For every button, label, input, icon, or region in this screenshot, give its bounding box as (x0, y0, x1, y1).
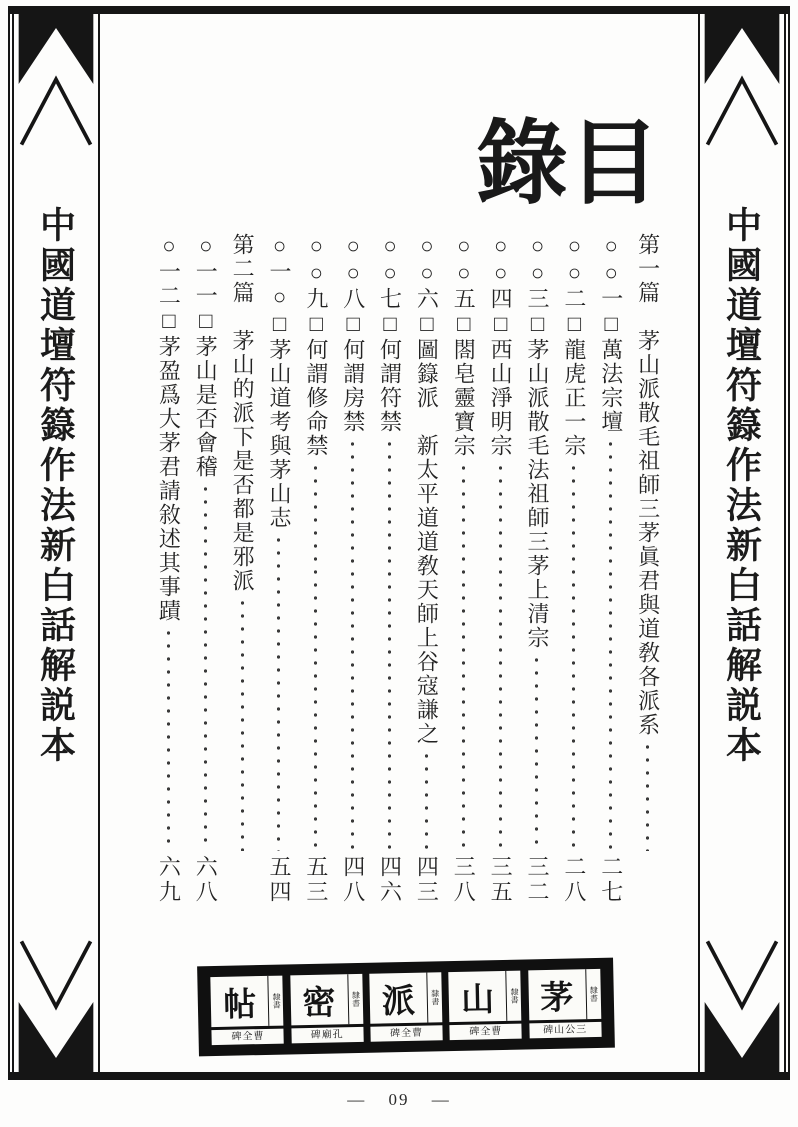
toc-entry-text: ○○八□何謂房禁 (340, 233, 366, 434)
seal-character: 派 (381, 983, 416, 1021)
toc-dots-leader (499, 464, 502, 851)
toc-dots-leader (609, 440, 612, 851)
toc-page-number: 三二 (524, 855, 550, 905)
seal-box-main (211, 976, 284, 1027)
toc-entry-text: 第二篇 茅山的派下是否都是邪派 (230, 233, 256, 593)
chevron-up-ornament-icon (702, 14, 782, 154)
toc-entry-text: ○○二□龍虎正一宗 (561, 233, 587, 458)
toc-entry (371, 233, 408, 905)
toc-dots-leader (462, 464, 465, 851)
toc-entry-text: ○○三□茅山派散毛法祖師三茅上清宗 (524, 233, 550, 650)
toc-page-number: 二八 (561, 855, 587, 905)
seal-bottom-label: 碑廟孔 (291, 1027, 363, 1044)
footer-page-number: — 09 — (347, 1090, 451, 1109)
toc-dots-leader (535, 656, 538, 851)
chevron-up-ornament-icon (16, 14, 96, 154)
chevron-down-ornament-icon (702, 932, 782, 1072)
toc-entry-text: ○○四□西山淨明宗 (488, 233, 514, 458)
toc-entry-text: ○一○□茅山道考與茅山志 (266, 233, 292, 530)
toc-entry (408, 233, 445, 905)
page-title (476, 113, 661, 215)
left-banner-title: 中國道壇符籙作法新白話解説本 (35, 206, 76, 766)
toc-entry (555, 233, 592, 905)
left-banner (12, 14, 100, 1072)
page-title-char-lu: 錄 (476, 113, 569, 215)
toc-dots-leader (277, 536, 280, 851)
right-banner (698, 14, 786, 1072)
frame-bottom-bar (8, 1072, 790, 1080)
toc-dots-leader (646, 743, 649, 851)
toc-entry (150, 233, 187, 905)
seal-box (449, 971, 522, 1040)
toc-page-number: 六九 (156, 855, 182, 905)
toc-page-number: 五四 (266, 855, 292, 905)
toc-entry (297, 233, 334, 905)
toc-entry-text: ○○九□何謂修命禁 (303, 233, 329, 458)
toc-entry (187, 233, 224, 905)
seal-side-label: 隸書 (506, 971, 522, 1021)
seal-box (211, 976, 284, 1045)
toc-entry-text: ○○一□萬法宗壇 (598, 233, 624, 434)
toc-dots-leader (167, 629, 170, 851)
toc-dots-leader (204, 485, 207, 851)
toc-page-number: 三八 (451, 855, 477, 905)
toc-entry-text: ○一二□茅盈爲大茅君請敘述其事蹟 (156, 233, 182, 623)
seal-character: 山 (460, 981, 495, 1019)
seal-box (528, 969, 601, 1038)
chevron-down-ornament-icon (16, 932, 96, 1072)
toc-entry (261, 233, 298, 905)
toc-entry (592, 233, 629, 905)
toc-dots-leader (572, 464, 575, 851)
seal-character: 密 (302, 984, 336, 1022)
seal-box (369, 972, 442, 1041)
seal-script-banner (197, 958, 615, 1057)
toc-page-number: 六八 (193, 855, 219, 905)
toc-entry (629, 233, 666, 905)
right-banner-title: 中國道壇符籙作法新白話解説本 (721, 206, 762, 766)
toc-page-number: 二七 (598, 855, 624, 905)
page-title-char-mu: 目 (568, 113, 661, 215)
seal-character: 茅 (540, 979, 574, 1017)
toc-page-number: 五三 (303, 855, 329, 905)
toc-entry (334, 233, 371, 905)
toc-entry-text: 第一篇 茅山派散毛祖師三茅眞君與道敎各派系 (635, 233, 661, 737)
toc-dots-leader (351, 440, 354, 851)
toc-page-number: 四三 (414, 855, 440, 905)
toc-dots-leader (314, 464, 317, 851)
seal-box-main (290, 974, 363, 1025)
seal-box-main (449, 971, 522, 1022)
toc-page-number: 四六 (377, 855, 403, 905)
toc-entry (224, 233, 261, 905)
seal-side-label: 隸書 (268, 976, 284, 1026)
toc-entry-text: ○○五□閤皂靈寶宗 (451, 233, 477, 458)
seal-box (290, 974, 363, 1043)
seal-bottom-label: 碑全曹 (450, 1024, 522, 1041)
seal-side-label: 隸書 (347, 974, 363, 1024)
seal-bottom-label: 碑山公三 (529, 1022, 601, 1039)
table-of-contents (150, 233, 666, 905)
seal-side-label: 隸書 (585, 969, 601, 1019)
toc-entry (445, 233, 482, 905)
toc-dots-leader (388, 440, 391, 851)
toc-page-number: 三五 (488, 855, 514, 905)
toc-entry-text: ○一一□茅山是否會稽 (193, 233, 219, 479)
toc-entry (519, 233, 556, 905)
frame-right-line (788, 6, 790, 1080)
toc-dots-leader (425, 752, 428, 851)
seal-character: 帖 (222, 986, 257, 1024)
seal-box-main (369, 972, 442, 1023)
frame-top-bar (8, 6, 790, 14)
toc-entry-text: ○○六□圖籙派 新太平道道敎天師上谷寇謙之 (414, 233, 440, 746)
seal-bottom-label: 碑全曹 (212, 1029, 284, 1046)
seal-side-label: 隸書 (426, 972, 442, 1022)
toc-page-number: 四八 (340, 855, 366, 905)
seal-bottom-label: 碑全曹 (370, 1025, 442, 1042)
frame-left-line (8, 6, 10, 1080)
toc-dots-leader (241, 599, 244, 851)
seal-box-main (528, 969, 601, 1020)
toc-entry-text: ○○七□何謂符禁 (377, 233, 403, 434)
toc-entry (482, 233, 519, 905)
